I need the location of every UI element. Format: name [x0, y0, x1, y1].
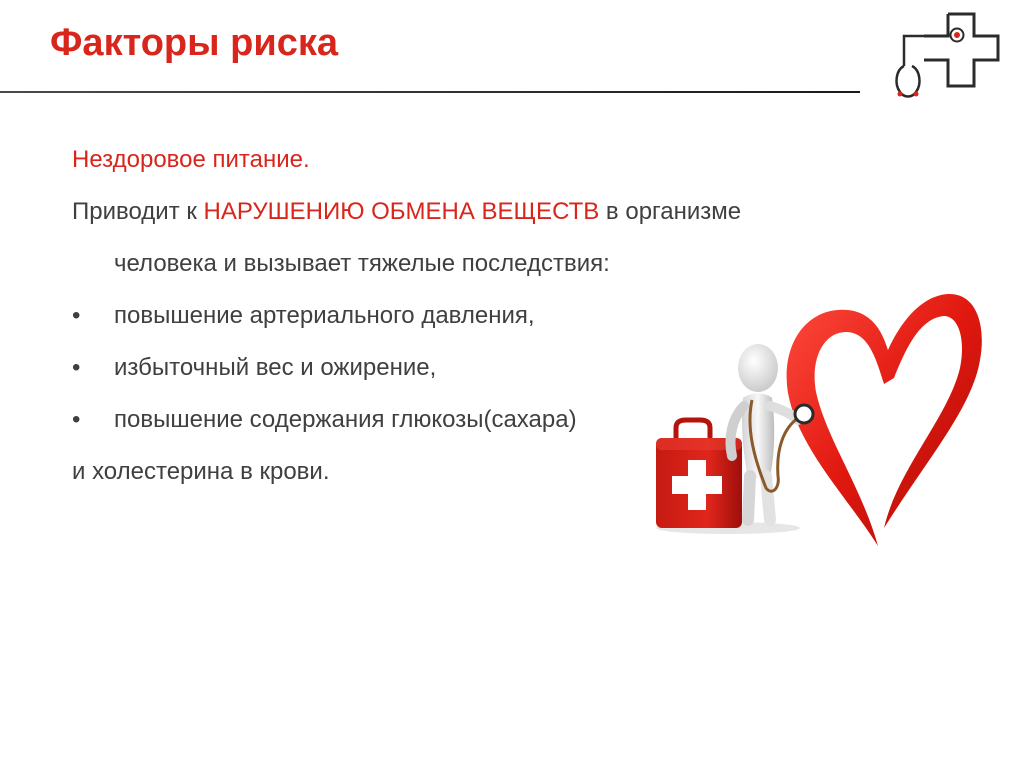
closing-line: и холестерина в крови. [72, 458, 330, 485]
bullet-icon: • [72, 406, 81, 433]
bullet-icon: • [72, 354, 81, 381]
intro-prefix: Приводит к [72, 198, 204, 225]
intro-continuation: человека и вызывает тяжелые последствия: [114, 250, 610, 277]
heart-icon [787, 294, 982, 546]
list-item-text: повышение содержания глюкозы(сахара) [114, 406, 577, 433]
medical-cross-stethoscope-icon [890, 10, 1020, 102]
bullet-icon: • [72, 302, 81, 329]
intro-suffix: в организме [599, 198, 742, 225]
intro-line [72, 186, 892, 238]
list-item-text: избыточный вес и ожирение, [114, 354, 437, 381]
figure-with-first-aid-kit-and-heart [648, 288, 988, 558]
title-divider [0, 91, 860, 93]
list-item-text: повышение артериального давления, [114, 302, 535, 329]
subtitle: Нездоровое питание. [72, 146, 310, 173]
intro-highlight: НАРУШЕНИЮ ОБМЕНА ВЕЩЕСТВ [203, 198, 600, 225]
page-title: Факторы риска [50, 22, 338, 64]
